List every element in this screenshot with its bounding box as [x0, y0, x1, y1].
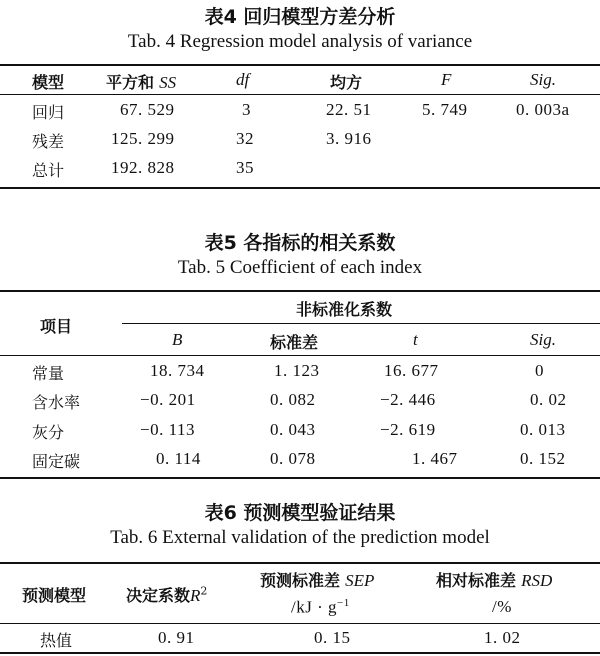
- table6-header-rule: [0, 623, 600, 624]
- table6-cell-r2: 0. 91: [158, 628, 195, 647]
- table6-header-r2-symbol: R: [190, 586, 201, 605]
- table4-cell-ss: 192. 828: [111, 158, 175, 177]
- table4-title-en: Tab. 4 Regression model analysis of variance: [127, 31, 473, 52]
- table5-row-label: 常量: [32, 364, 65, 383]
- table5-row-label: 含水率: [32, 393, 81, 412]
- table5-title-cn: 表5 各指标的相关系数: [204, 232, 396, 254]
- table6-header-rsd-unit: /%: [492, 597, 512, 616]
- table5-header-t: t: [413, 330, 418, 349]
- table6-cell-rsd: 1. 02: [484, 628, 521, 647]
- table6-header-sep-symbol: SEP: [345, 571, 375, 590]
- table5-header-b: B: [172, 330, 183, 349]
- table5-cell-t: −2. 619: [380, 420, 436, 439]
- table5-header-rule: [0, 355, 600, 356]
- table5-row-label: 灰分: [32, 423, 65, 442]
- table4-row-label: 回归: [32, 103, 65, 122]
- table4-title-cn: 表4 回归模型方差分析: [204, 6, 396, 28]
- table6-row-label: 热值: [40, 631, 73, 650]
- table6-header-sep-cn: 预测标准差: [260, 571, 341, 590]
- table4-header-model: 模型: [32, 73, 65, 92]
- table6-title-cn: 表6 预测模型验证结果: [204, 502, 396, 524]
- table5-header-sig: Sig.: [530, 330, 556, 349]
- table4-header-df: df: [236, 70, 250, 89]
- table6-header-sep-unit-sup: −1: [337, 597, 350, 609]
- table5-cell-se: 0. 082: [270, 390, 316, 409]
- table4-cell-ss: 125. 299: [111, 129, 175, 148]
- table4-cell-df: 32: [236, 129, 254, 148]
- table4-header-sig: Sig.: [530, 70, 556, 89]
- table6-cell-sep: 0. 15: [314, 628, 351, 647]
- table5-cell-sig: 0. 152: [520, 449, 566, 468]
- table5-bottom-rule: [0, 477, 600, 479]
- table5-header-item: 项目: [40, 317, 73, 336]
- table5-top-rule: [0, 290, 600, 292]
- table6-top-rule: [0, 562, 600, 564]
- table5-cell-sig: 0. 013: [520, 420, 566, 439]
- table4-cell-ms: 3. 916: [326, 129, 372, 148]
- table4-cell-df: 35: [236, 158, 254, 177]
- table4-row-label: 总计: [32, 161, 65, 180]
- table6-header-sep: [260, 568, 374, 591]
- table4-header-ss-symbol: SS: [159, 73, 177, 92]
- table5-header-group: 非标准化系数: [296, 300, 393, 319]
- table4-top-rule: [0, 64, 600, 66]
- table5-cell-se: 1. 123: [274, 361, 320, 380]
- table5-cell-se: 0. 078: [270, 449, 316, 468]
- table5-cell-se: 0. 043: [270, 420, 316, 439]
- table5-header-se: 标准差: [270, 333, 319, 352]
- table6-header-sep-unit: [291, 597, 350, 618]
- table6-header-rsd-symbol: RSD: [521, 571, 553, 590]
- table6-bottom-rule: [0, 652, 600, 654]
- table4-header-ss-cn: 平方和: [106, 73, 155, 92]
- table4-cell-df: 3: [242, 100, 251, 119]
- table6-header-model: 预测模型: [22, 586, 87, 605]
- table4-header-f: F: [441, 70, 452, 89]
- table5-cell-b: −0. 201: [140, 390, 196, 409]
- table5-cell-b: −0. 113: [140, 420, 195, 439]
- table6-header-rsd: [436, 568, 552, 591]
- table5-cell-sig: 0: [535, 361, 544, 380]
- table5-cell-sig: 0. 02: [530, 390, 567, 409]
- table6-header-rsd-cn: 相对标准差: [436, 571, 517, 590]
- table5-cell-t: −2. 446: [380, 390, 436, 409]
- table6-header-r2: [126, 583, 207, 606]
- table6-header-r2-sup: 2: [200, 584, 208, 598]
- table4-header-rule: [0, 94, 600, 95]
- table5-row-label: 固定碳: [32, 452, 81, 471]
- table5-cell-t: 16. 677: [384, 361, 439, 380]
- table6-header-r2-cn: 决定系数: [126, 586, 191, 605]
- table4-cell-ss: 67. 529: [120, 100, 175, 119]
- table4-header-ms: 均方: [330, 73, 363, 92]
- table5-cell-t: 1. 467: [412, 449, 458, 468]
- table4-row-label: 残差: [32, 132, 65, 151]
- table5-cell-b: 0. 114: [156, 449, 201, 468]
- table4-cell-sig: 0. 003a: [516, 100, 570, 119]
- table5-cell-b: 18. 734: [150, 361, 205, 380]
- table6-title-en: Tab. 6 External validation of the prediction model: [110, 527, 490, 548]
- table4-header-ss: [106, 70, 176, 93]
- table6-header-sep-unit-text: /kJ · g: [291, 597, 337, 617]
- table4-cell-ms: 22. 51: [326, 100, 372, 119]
- table5-group-rule: [122, 323, 600, 324]
- table5-title-en: Tab. 5 Coefficient of each index: [177, 257, 423, 278]
- table4-bottom-rule: [0, 187, 600, 189]
- table4-cell-f: 5. 749: [422, 100, 468, 119]
